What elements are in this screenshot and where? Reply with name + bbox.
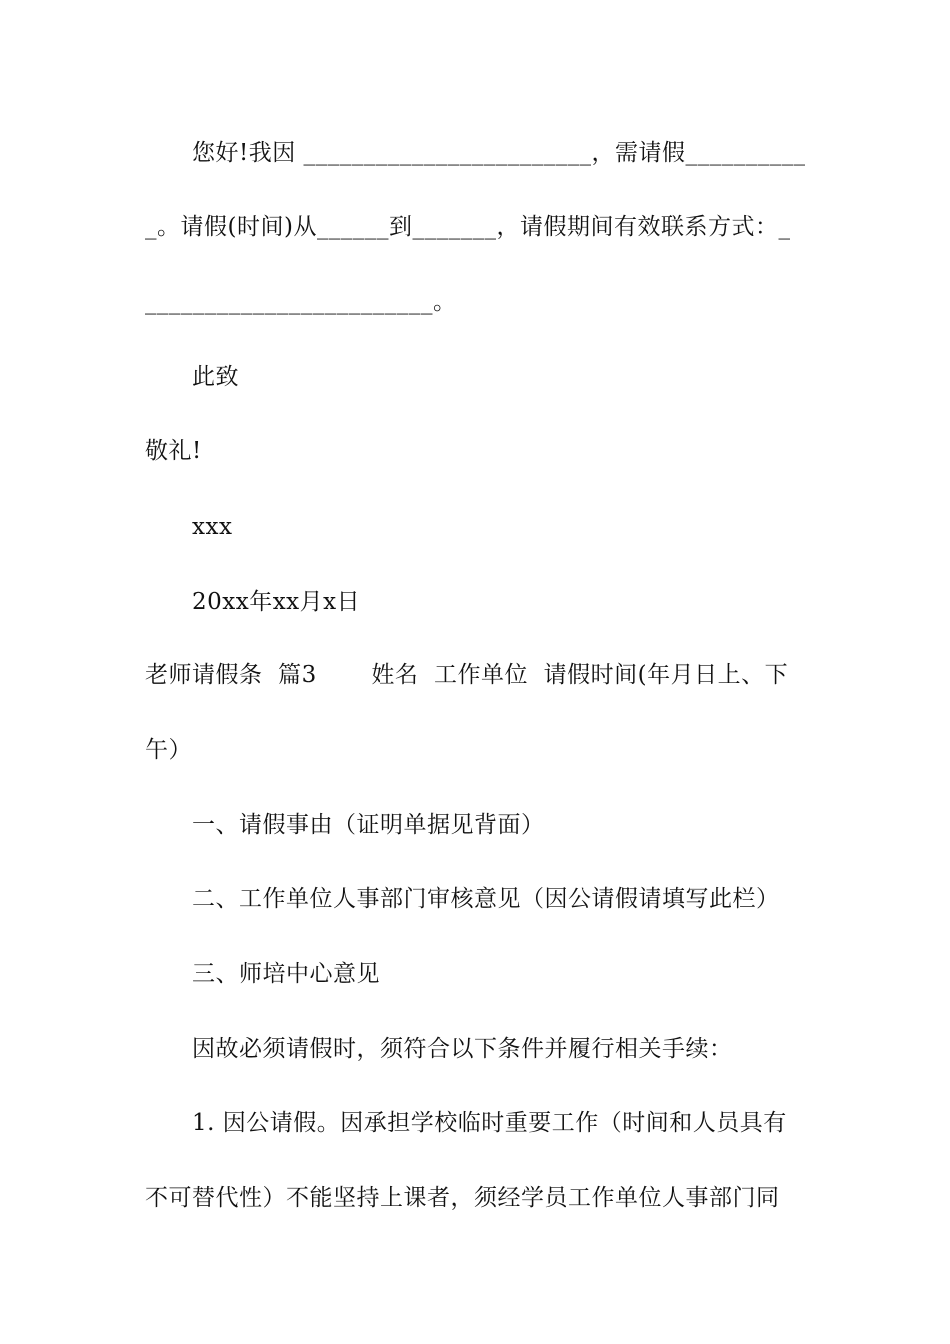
signature-date: 20xx年xx月x日 — [192, 589, 361, 615]
paragraph-official-leave: 1. 因公请假。因承担学校临时重要工作（时间和人员具有 — [192, 1110, 787, 1136]
paragraph-official-leave-cont: 不可替代性）不能坚持上课者，须经学员工作单位人事部门同 — [145, 1185, 780, 1211]
paragraph-greeting-cont-2: ________________________。 — [145, 289, 457, 315]
closing-respect: 敬礼! — [145, 438, 202, 464]
list-item-hr-review: 二、工作单位人事部门审核意见（因公请假请填写此栏） — [192, 886, 780, 912]
closing-salutation: 此致 — [192, 364, 239, 390]
section-heading: 老师请假条 篇3 姓名 工作单位 请假时间(年月日上、下 — [145, 662, 789, 688]
list-item-center-opinion: 三、师培中心意见 — [192, 961, 380, 987]
paragraph-greeting: 您好!我因 ________________________，需请假__________ — [192, 140, 806, 166]
section-heading-cont: 午） — [145, 737, 192, 763]
paragraph-conditions: 因故必须请假时，须符合以下条件并履行相关手续： — [192, 1036, 733, 1062]
paragraph-greeting-cont-1: _。请假(时间)从______到_______，请假期间有效联系方式：_ — [145, 214, 791, 240]
list-item-reason: 一、请假事由（证明单据见背面） — [192, 812, 545, 838]
signature-name: xxx — [192, 514, 233, 540]
